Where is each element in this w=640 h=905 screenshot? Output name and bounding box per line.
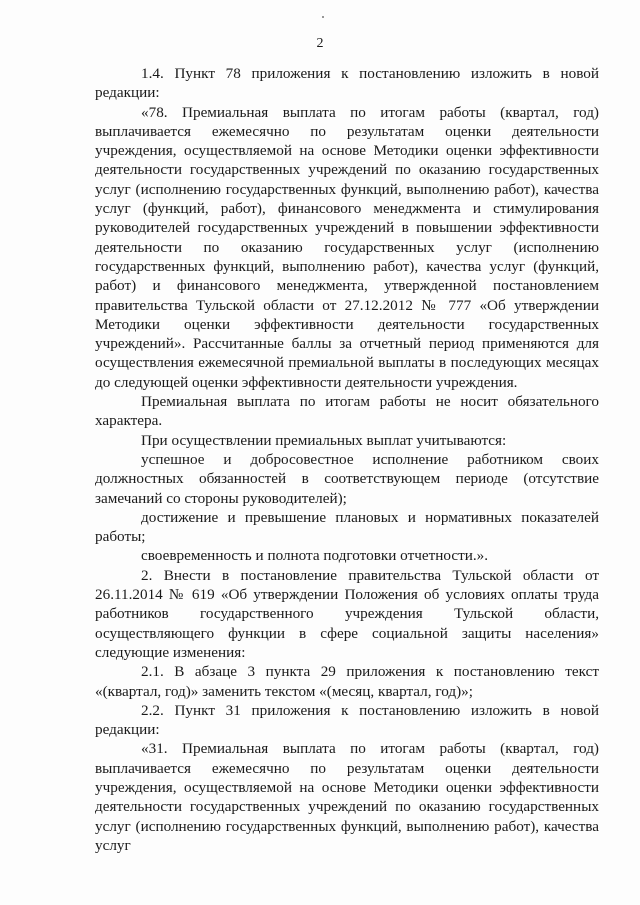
paragraph-1-4: 1.4. Пункт 78 приложения к постановлению изложить в новой редакции: — [95, 65, 599, 102]
page-number: 2 — [316, 36, 324, 51]
paragraph-31-quote: «31. Премиальная выплата по итогам работы (квартал, год) выплачивается ежемесячно по результатам оценки деятельности учреждения, осуществляемой на основе Методики оценки эффективности деятельности государственных учреждений по оказанию государственных услуг (исполнению государственных функций, выполнению работ), качества услуг — [95, 740, 599, 854]
scan-speck — [322, 16, 324, 18]
paragraph-considered: При осуществлении премиальных выплат учитываются: — [141, 431, 507, 449]
paragraph-2: 2. Внести в постановление правительства Тульской области от 26.11.2014 № 619 «Об утверждении Положения об условиях оплаты труда работников государственного учреждения Тульской области, осуществляющего функции в сфере социальной защиты населения» следующие изменения: — [95, 566, 599, 661]
paragraph-bonus-not-mandatory: Премиальная выплата по итогам работы не носит обязательного характера. — [95, 393, 599, 430]
document-body — [95, 64, 599, 855]
paragraph-list-item-targets: достижение и превышение плановых и нормативных показателей работы; — [95, 508, 599, 546]
paragraph-list-item-duties: успешное и добросовестное исполнение работником своих должностных обязанностей в соответствующем периоде (отсутствие замечаний со стороны руководителей); — [95, 450, 599, 507]
paragraph-2-1: 2.1. В абзаце 3 пункта 29 приложения к постановлению текст «(квартал, год)» заменить текстом «(месяц, квартал, год)»; — [95, 663, 599, 700]
paragraph-78-quote: «78. Премиальная выплата по итогам работы (квартал, год) выплачивается ежемесячно по результатам оценки деятельности учреждения, осуществляемой на основе Методики оценки эффективности деятельности государственных учреждений по оказанию государственных услуг (исполнению государственных функций, выполнению работ), качества услуг (функций, работ), финансового менеджмента и стимулирования руководителей государственных учреждений в повышении эффективности деятельности по оказанию государственных услуг (исполнению государственных функций, выполнению работ), качества услуг (функций, работ) и финансового менеджмента, утвержденной постановлением правительства Тульской области от 27.12.2012 № 777 «Об утверждении Методики оценки эффективности деятельности государственных учреждений». Рассчитанные баллы за отчетный период применяются для осуществления ежемесячной премиальной выплаты в последующих месяцах до следующей оценки эффективности деятельности учреждения. — [95, 103, 599, 391]
paragraph-2-2: 2.2. Пункт 31 приложения к постановлению изложить в новой редакции: — [95, 701, 599, 739]
paragraph-list-item-reporting: своевременность и полнота подготовки отчетности.». — [141, 547, 489, 565]
